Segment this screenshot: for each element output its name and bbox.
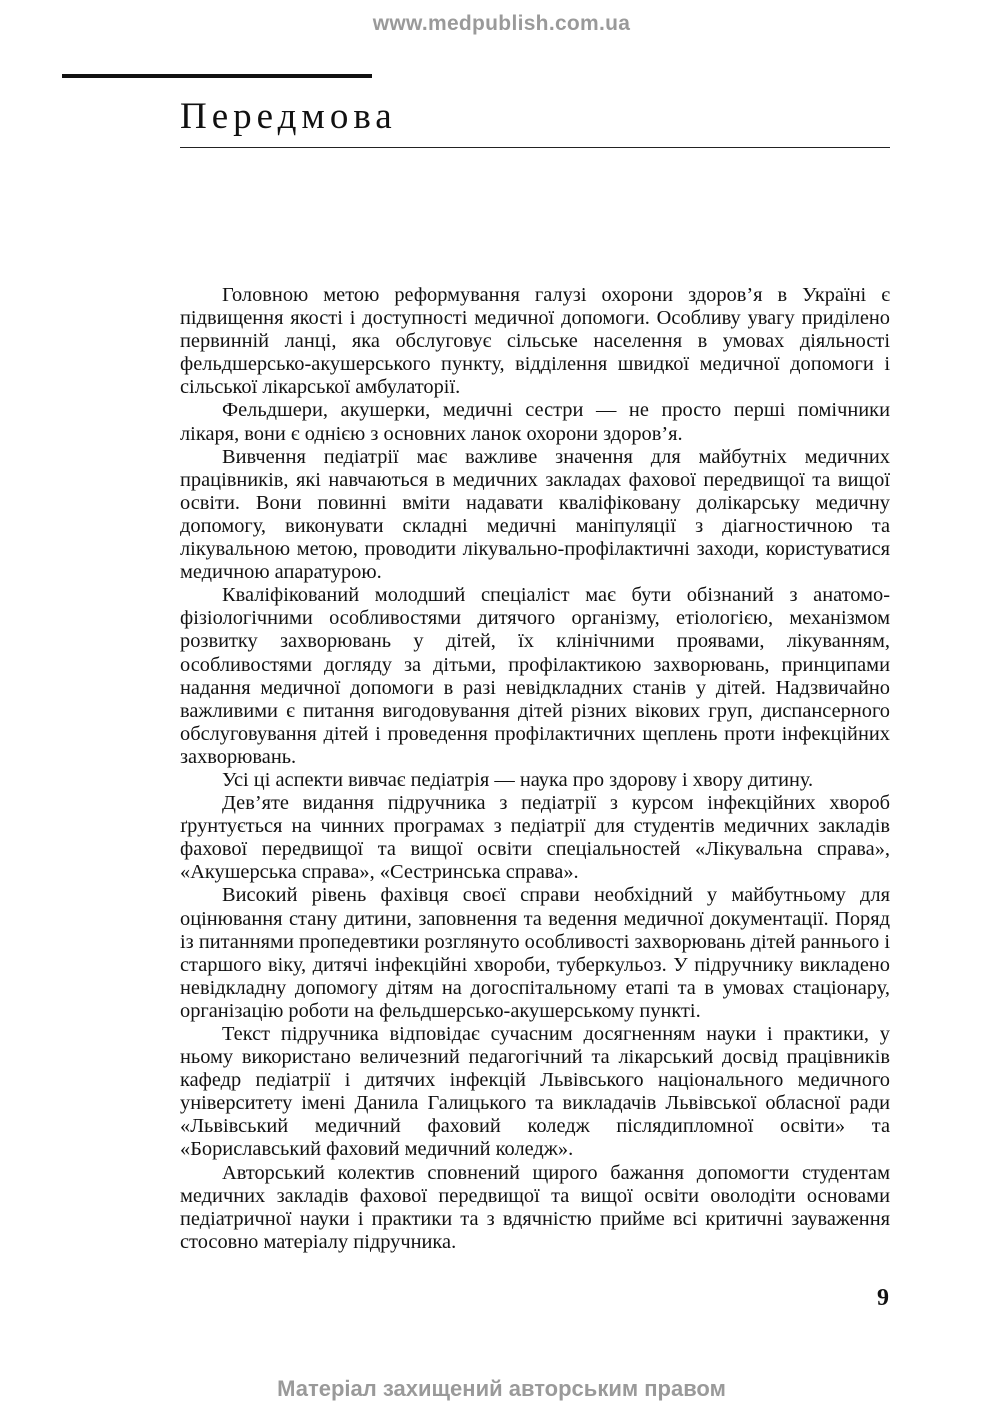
paragraph: Усі ці аспекти вивчає педіатрія — наука про здорову і хвору дитину. bbox=[222, 768, 814, 791]
paragraph: Текст підручника відповідає сучасним досягненням науки і практики, у ньому використано величезний педагогічний та лікарський досвід працівників кафедр педіатрії і дитячих інфекцій Львівського національного медичного університету імені Данила Галицького та викладачів Львівської обласної ради «Львівський медичний фаховий коледж післядипломної освіти» та «Бориславський фаховий медичний коледж». bbox=[180, 1023, 890, 1161]
paragraph: Головною метою реформування галузі охорони здоров’я в Україні є підвищення якості і доступності медичної допомоги. Особливу увагу приділено первинній ланці, яка обслуговує сільське населення в умовах діяльності фельдшерсько-акушерського пункту, відділення швидкої медичної допомоги і сільської лікарської амбулаторії. bbox=[180, 284, 890, 399]
paragraph: Високий рівень фахівця своєї справи необхідний у майбутньому для оцінювання стану дитини, заповнення та ведення медичної документації. Поряд із питаннями пропедевтики розглянуто особливості захворювань дітей раннього і старшого віку, дитячі інфекційні хвороби, туберкульоз. У підручнику викладено невідкладну допомогу дітям на догоспітальному етапі та в умовах стаціонару, організацію роботи на фельдшерсько-акушерському пункті. bbox=[180, 884, 890, 1022]
heading-rule bbox=[180, 147, 890, 148]
top-rule bbox=[62, 74, 372, 78]
page-number: 9 bbox=[877, 1285, 889, 1311]
copyright-notice: Матеріал захищений авторським правом bbox=[277, 1376, 726, 1401]
page-title: Передмова bbox=[180, 96, 397, 137]
paragraph: Авторський колектив сповнений щирого бажання допомогти студентам медичних закладів фахової передвищої та вищої освіти оволодіти основами педіатричної науки і практики та з вдячністю прийме всі критичні зауваження стосовно матеріалу підручника. bbox=[180, 1161, 890, 1253]
body-text bbox=[180, 284, 890, 1254]
paragraph: Кваліфікований молодший спеціаліст має бути обізнаний з анатомо-фізіологічними особливостями дитячого організму, етіологією, механізмом розвитку захворювань у дітей, їх клінічними проявами, лікуванням, особливостями догляду за дітьми, профілактикою захворювань, принципами надання медичної допомоги в разі невідкладних станів у дітей. Надзвичайно важливими є питання вигодовування дітей різних вікових груп, диспансерного обслуговування дітей і проведення профілактичних щеплень проти інфекційних захворювань. bbox=[180, 584, 890, 768]
paragraph: Вивчення педіатрії має важливе значення для майбутніх медичних працівників, які навчаються в медичних закладах фахової передвищої та вищої освіти. Вони повинні вміти надавати кваліфіковану долікарську медичну допомогу, виконувати складні медичні маніпуляції з діагностичною та лікувальною метою, проводити лікувально-профілактичні заходи, користуватися медичною апаратурою. bbox=[180, 445, 890, 584]
paragraph: Фельдшери, акушерки, медичні сестри — не просто перші помічники лікаря, вони є однією з основних ланок охорони здоров’я. bbox=[180, 399, 890, 445]
paragraph: Дев’яте видання підручника з педіатрії з курсом інфекційних хвороб ґрунтується на чинних програмах з педіатрії для студентів медичних закладів фахової передвищої та вищої освіти спеціальностей «Лікувальна справа», «Акушерська справа», «Сестринська справа». bbox=[180, 792, 890, 884]
site-url: www.medpublish.com.ua bbox=[372, 12, 631, 35]
